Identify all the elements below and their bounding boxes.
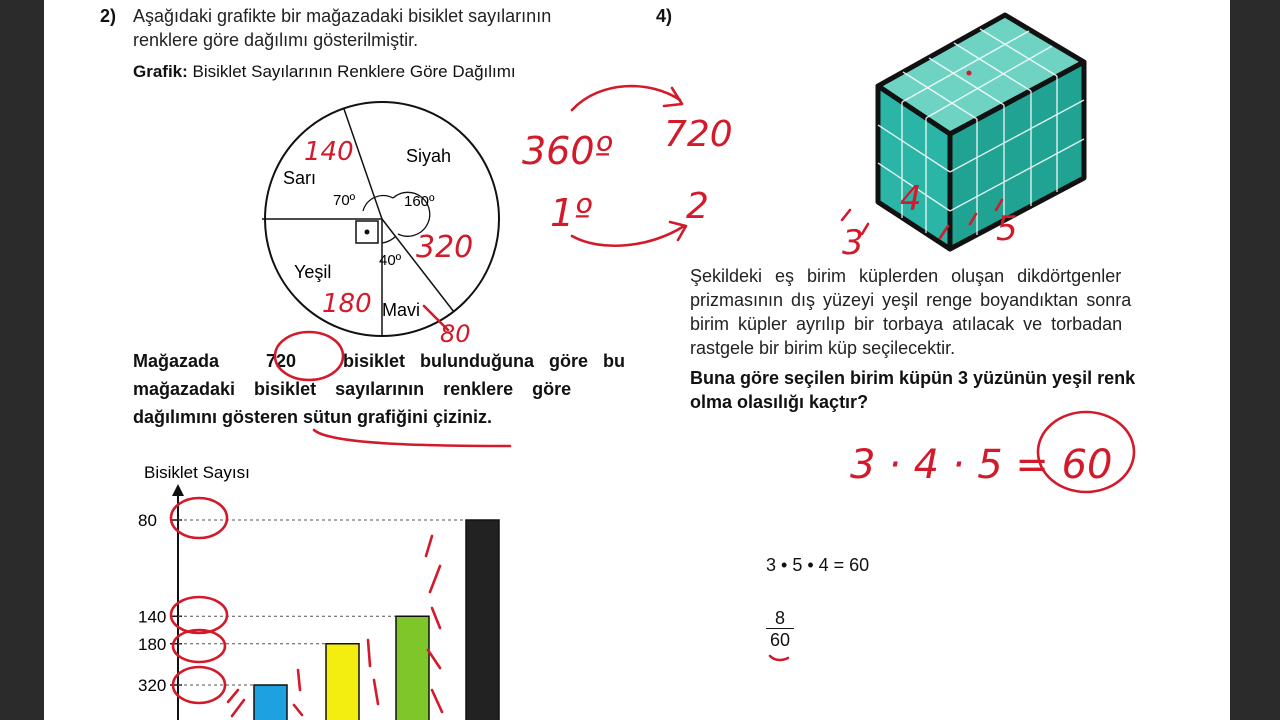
hand-1-degree: 1º xyxy=(550,191,593,235)
task-line-3: dağılımını gösteren sütun grafiğini çiziniz. xyxy=(133,407,493,427)
hand-mavi-count: 80 xyxy=(440,320,471,348)
handwriting-layer xyxy=(44,0,1230,720)
hand-yesil-count: 180 xyxy=(322,289,372,319)
hand-circle-320 xyxy=(171,498,227,538)
y-tick-label-80: 320 xyxy=(138,676,167,695)
angle-label-sari: 70º xyxy=(333,192,356,209)
typed-equation: 3 • 5 • 4 = 60 xyxy=(766,555,870,575)
q4-question-line2: olma olasılığı kaçtır? xyxy=(690,392,869,412)
angle-label-mavi: 40º xyxy=(379,252,402,269)
hand-hatch-yellow xyxy=(294,670,302,715)
task-line-2: mağazadaki bisiklet sayılarının renklere göre xyxy=(133,379,572,399)
bar-chart-ylabel: Bisiklet Sayısı xyxy=(144,463,250,482)
hand-360-degrees: 360º xyxy=(522,129,613,173)
pie-label-siyah: Siyah xyxy=(406,146,452,166)
hand-hatch-black xyxy=(426,536,442,712)
pie-label-sari: Sarı xyxy=(283,168,317,188)
question-2-number: 2) xyxy=(100,6,117,26)
q4-question-line1: Buna göre seçilen birim küpün 3 yüzünün yeşil renk xyxy=(690,368,1136,388)
hand-dim-3: 3 xyxy=(842,223,864,263)
hand-circle-80 xyxy=(173,667,225,703)
hand-dim-5: 5 xyxy=(996,209,1018,249)
hand-siyah-count: 320 xyxy=(416,230,474,265)
graph-title-bold: Grafik: xyxy=(133,62,188,81)
angle-label-siyah: 160º xyxy=(404,193,435,210)
hand-fraction-mark xyxy=(770,656,788,660)
worksheet-page xyxy=(44,0,1230,720)
question-2-intro-line1: Aşağıdaki grafikte bir mağazadaki bisiklet sayılarının xyxy=(133,6,552,26)
hand-sari-count: 140 xyxy=(304,137,354,167)
q4-para-line3: birim küpler ayrılıp bir torbaya atılacak ve torbadan xyxy=(690,314,1123,334)
pie-label-mavi: Mavi xyxy=(382,300,421,320)
q4-para-line1-text: Şekildeki eş birim küplerden oluşan dikdörtgenler xyxy=(690,266,1122,286)
y-tick-label-320: 80 xyxy=(138,511,157,530)
hand-edge-ticks xyxy=(842,200,1002,238)
hand-720: 720 xyxy=(664,114,733,155)
pie-label-yesil: Yeşil xyxy=(294,262,332,282)
hand-2: 2 xyxy=(686,186,709,227)
task-line-1-b: bisiklet bulunduğuna göre bu xyxy=(342,351,625,371)
hand-mavi-arrow xyxy=(424,306,448,330)
hand-circle-180 xyxy=(171,597,227,633)
question-2-intro-line2: renklere göre dağılımı gösterilmiştir. xyxy=(133,30,419,50)
hand-underline-task xyxy=(314,430,510,446)
hand-equation: 3 · 4 · 5 = 60 xyxy=(850,442,1113,488)
task-number: 720 xyxy=(265,351,297,371)
task-line-1-a: Mağazada xyxy=(133,351,220,371)
q4-para-line4: rastgele bir birim küp seçilecektir. xyxy=(690,338,956,358)
y-tick-label-180: 140 xyxy=(138,607,167,627)
hand-dim-4: 4 xyxy=(900,179,922,219)
hand-hatch-blue xyxy=(228,690,244,716)
fraction-numerator: 8 xyxy=(766,608,794,629)
q4-para-line2: prizmasının dış yüzeyi yeşil renge boyandıktan sonra xyxy=(690,290,1132,310)
fraction-denominator: 60 xyxy=(769,630,791,650)
graph-title-rest: Bisiklet Sayılarının Renklere Göre Dağılımı xyxy=(192,62,516,81)
y-tick-label-140: 180 xyxy=(138,634,167,654)
question-4-number: 4) xyxy=(656,6,673,26)
hand-circle-720 xyxy=(275,332,343,380)
hand-hatch-green xyxy=(368,640,378,704)
hand-circle-140 xyxy=(173,630,225,662)
